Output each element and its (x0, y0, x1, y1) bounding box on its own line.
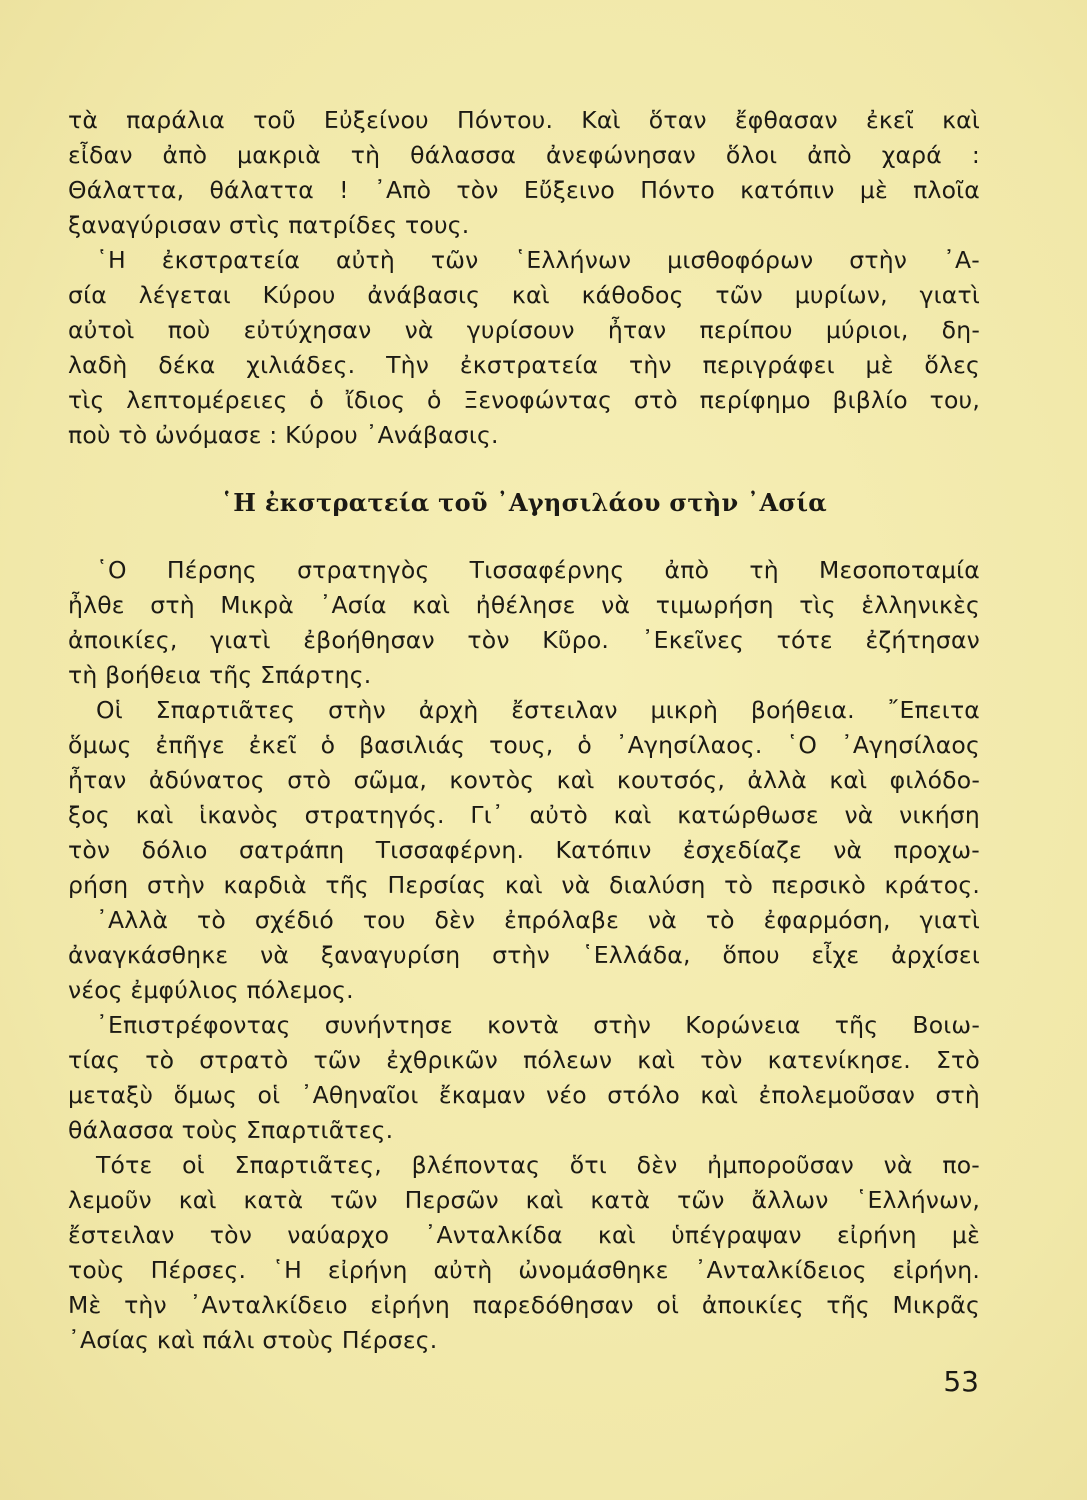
text-line: ξος καὶ ἱκανὸς στρατηγός. Γι᾿ αὐτὸ καὶ κατώρθωσε νὰ νικήση (68, 801, 980, 829)
text-line: λαδὴ δέκα χιλιάδες. Τὴν ἐκστρατεία τὴν περιγράφει μὲ ὅλες (68, 351, 980, 379)
text-line: ᾿Αλλὰ τὸ σχέδιό του δὲν ἐπρόλαβε νὰ τὸ ἐφαρμόση, γιατὶ (96, 906, 980, 934)
text-line: τοὺς Πέρσες. ῾Η εἰρήνη αὐτὴ ὠνομάσθηκε ᾿Ανταλκίδειος εἰρήνη. (68, 1256, 980, 1284)
text-block-bottom (68, 553, 980, 1358)
section-heading: ῾Η ἐκστρατεία τοῦ ᾿Αγησιλάου στὴν ᾿Ασία (220, 488, 828, 517)
text-line: τὴ βοήθεια τῆς Σπάρτης. (68, 661, 372, 689)
text-line: Τότε οἱ Σπαρτιᾶτες, βλέποντας ὅτι δὲν ἠμποροῦσαν νὰ πο- (96, 1151, 980, 1179)
text-line: αὐτοὶ ποὺ εὐτύχησαν νὰ γυρίσουν ἦταν περίπου μύριοι, δη- (68, 316, 980, 344)
text-line: ῾Ο Πέρσης στρατηγὸς Τισσαφέρνης ἀπὸ τὴ Μεσοποταμία (96, 556, 980, 584)
text-line: τὸν δόλιο σατράπη Τισσαφέρνη. Κατόπιν ἐσχεδίαζε νὰ προχω- (68, 836, 980, 864)
text-line: Μὲ τὴν ᾿Ανταλκίδειο εἰρήνη παρεδόθησαν οἱ ἀποικίες τῆς Μικρᾶς (68, 1291, 980, 1319)
text-line: λεμοῦν καὶ κατὰ τῶν Περσῶν καὶ κατὰ τῶν ἄλλων ῾Ελλήνων, (68, 1186, 980, 1214)
text-line: μεταξὺ ὅμως οἱ ᾿Αθηναῖοι ἔκαμαν νέο στόλο καὶ ἐπολεμοῦσαν στὴ (68, 1081, 980, 1109)
text-line: ξαναγύρισαν στὶς πατρίδες τους. (68, 211, 470, 239)
text-line: τὶς λεπτομέρειες ὁ ἴδιος ὁ Ξενοφώντας στὸ περίφημο βιβλίο του, (68, 386, 980, 414)
text-line: ἦλθε στὴ Μικρὰ ᾿Ασία καὶ ἠθέλησε νὰ τιμωρήση τὶς ἑλληνικὲς (68, 591, 980, 619)
text-line: ρήση στὴν καρδιὰ τῆς Περσίας καὶ νὰ διαλύση τὸ περσικὸ κράτος. (68, 871, 980, 899)
text-line: εἶδαν ἀπὸ μακριὰ τὴ θάλασσα ἀνεφώνησαν ὅλοι ἀπὸ χαρά : (68, 141, 980, 169)
text-line: Οἱ Σπαρτιᾶτες στὴν ἀρχὴ ἔστειλαν μικρὴ βοήθεια. ῎Επειτα (96, 696, 980, 724)
text-block-top (68, 103, 980, 453)
text-line: ποὺ τὸ ὠνόμασε : Κύρου ᾿Ανάβασις. (68, 421, 499, 449)
text-line: ἀποικίες, γιατὶ ἐβοήθησαν τὸν Κῦρο. ᾿Εκεῖνες τότε ἐζήτησαν (68, 626, 980, 654)
text-line: τίας τὸ στρατὸ τῶν ἐχθρικῶν πόλεων καὶ τὸν κατενίκησε. Στὸ (68, 1046, 980, 1074)
text-line: νέος ἐμφύλιος πόλεμος. (68, 976, 354, 1004)
text-line: ἦταν ἀδύνατος στὸ σῶμα, κοντὸς καὶ κουτσός, ἀλλὰ καὶ φιλόδο- (68, 766, 980, 794)
page-number: 53 (943, 1365, 979, 1398)
text-line: ᾿Επιστρέφοντας συνήντησε κοντὰ στὴν Κορώνεια τῆς Βοιω- (96, 1011, 980, 1039)
text-line: ὅμως ἐπῆγε ἐκεῖ ὁ βασιλιάς τους, ὁ ᾿Αγησίλαος. ῾Ο ᾿Αγησίλαος (68, 731, 980, 759)
text-line: τὰ παράλια τοῦ Εὐξείνου Πόντου. Καὶ ὅταν ἔφθασαν ἐκεῖ καὶ (68, 106, 980, 134)
text-line: ῾Η ἐκστρατεία αὐτὴ τῶν ῾Ελλήνων μισθοφόρων στὴν ᾿Α- (96, 246, 980, 274)
text-line: Θάλαττα, θάλαττα ! ᾿Απὸ τὸν Εὔξεινο Πόντο κατόπιν μὲ πλοῖα (68, 176, 980, 204)
text-line: ᾿Ασίας καὶ πάλι στοὺς Πέρσες. (68, 1326, 438, 1354)
text-line: ἔστειλαν τὸν ναύαρχο ᾿Ανταλκίδα καὶ ὑπέγραψαν εἰρήνη μὲ (68, 1221, 980, 1249)
text-line: σία λέγεται Κύρου ἀνάβασις καὶ κάθοδος τῶν μυρίων, γιατὶ (68, 281, 980, 309)
text-line: θάλασσα τοὺς Σπαρτιᾶτες. (68, 1116, 394, 1144)
text-line: ἀναγκάσθηκε νὰ ξαναγυρίση στὴν ῾Ελλάδα, ὅπου εἶχε ἀρχίσει (68, 941, 980, 969)
